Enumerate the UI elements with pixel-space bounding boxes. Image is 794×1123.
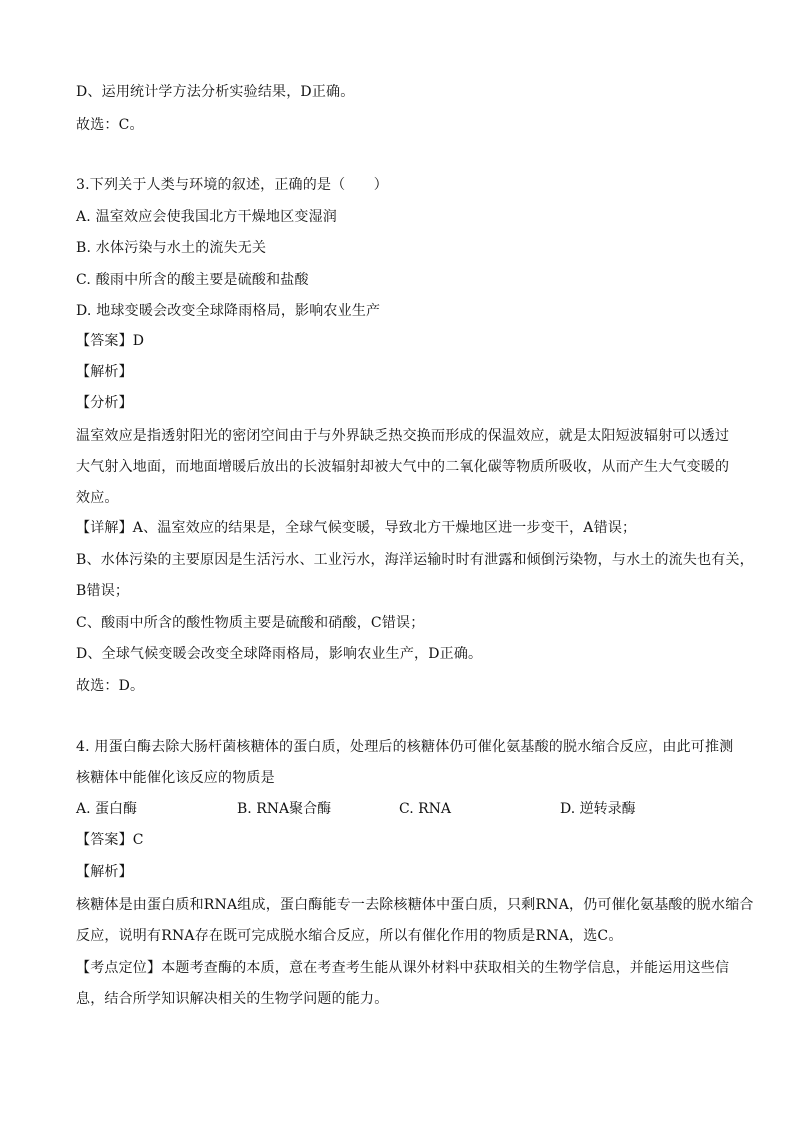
q3-detail-line: B、水体污染的主要原因是生活污水、工业污水，海洋运输时时有泄露和倾倒污染物，与水土的流失也有关， xyxy=(76,552,754,568)
q4-point-line: 【考点定位】本题考查酶的本质，意在考查考生能从课外材料中获取相关的生物学信息，并能运用这些信 xyxy=(76,960,730,976)
q4-option-a: A. 蛋白酶 xyxy=(76,801,138,817)
q3-detail-line: C、酸雨中所含的酸性物质主要是硫酸和硝酸，C错误； xyxy=(76,615,425,631)
q4-explanation-line: 核糖体是由蛋白质和RNA组成，蛋白酶能专一去除核糖体中蛋白质，只剩RNA，仍可催化氨基酸的脱水缩合 xyxy=(76,897,754,913)
q3-stem: 3.下列关于人类与环境的叙述，正确的是（ ） xyxy=(76,177,388,193)
q4-option-c: C. RNA xyxy=(399,801,452,817)
q3-detail-line: B错误； xyxy=(76,583,130,599)
q3-detail-line: D、全球气候变暖会改变全球降雨格局，影响农业生产，D正确。 xyxy=(76,646,483,662)
q4-stem-line: 4. 用蛋白酶去除大肠杆菌核糖体的蛋白质，处理后的核糖体仍可催化氨基酸的脱水缩合反应，由此可推测 xyxy=(76,739,734,755)
q4-option-b: B. RNA聚合酶 xyxy=(237,801,332,817)
q3-detail-line: 【详解】A、温室效应的结果是，全球气候变暖，导致北方干燥地区进一步变干，A错误； xyxy=(76,520,637,536)
q4-explanation-label: 【解析】 xyxy=(76,864,133,880)
q3-analysis-line: 温室效应是指透射阳光的密闭空间由于与外界缺乏热交换而形成的保温效应，就是太阳短波辐射可以透过 xyxy=(76,428,730,444)
q3-option-b: B. 水体污染与水土的流失无关 xyxy=(76,240,267,256)
q4-option-d: D. 逆转录酶 xyxy=(560,801,636,817)
q3-option-c: C. 酸雨中所含的酸主要是硫酸和盐酸 xyxy=(76,272,309,288)
q3-explanation-label: 【解析】 xyxy=(76,364,133,380)
q4-stem-line: 核糖体中能催化该反应的物质是 xyxy=(76,770,275,786)
q3-conclusion: 故选：D。 xyxy=(76,678,145,694)
q3-analysis-label: 【分析】 xyxy=(76,395,133,411)
q3-option-a: A. 温室效应会使我国北方干燥地区变湿润 xyxy=(76,209,338,225)
q3-analysis-line: 效应。 xyxy=(76,490,119,506)
q4-point-line: 息，结合所学知识解决相关的生物学问题的能力。 xyxy=(76,991,389,1007)
q4-explanation-line: 反应，说明有RNA存在既可完成脱水缩合反应，所以有催化作用的物质是RNA，选C。 xyxy=(76,928,623,944)
q2-conclusion: 故选：C。 xyxy=(76,117,144,133)
q3-analysis-line: 大气射入地面，而地面增暖后放出的长波辐射却被大气中的二氧化碳等物质所吸收，从而产生大气变暖的 xyxy=(76,459,730,475)
q3-answer: 【答案】D xyxy=(76,333,145,349)
q4-answer: 【答案】C xyxy=(76,832,144,848)
q2-option-d-explanation: D、运用统计学方法分析实验结果，D正确。 xyxy=(76,84,355,100)
q3-option-d: D. 地球变暖会改变全球降雨格局，影响农业生产 xyxy=(76,303,381,319)
